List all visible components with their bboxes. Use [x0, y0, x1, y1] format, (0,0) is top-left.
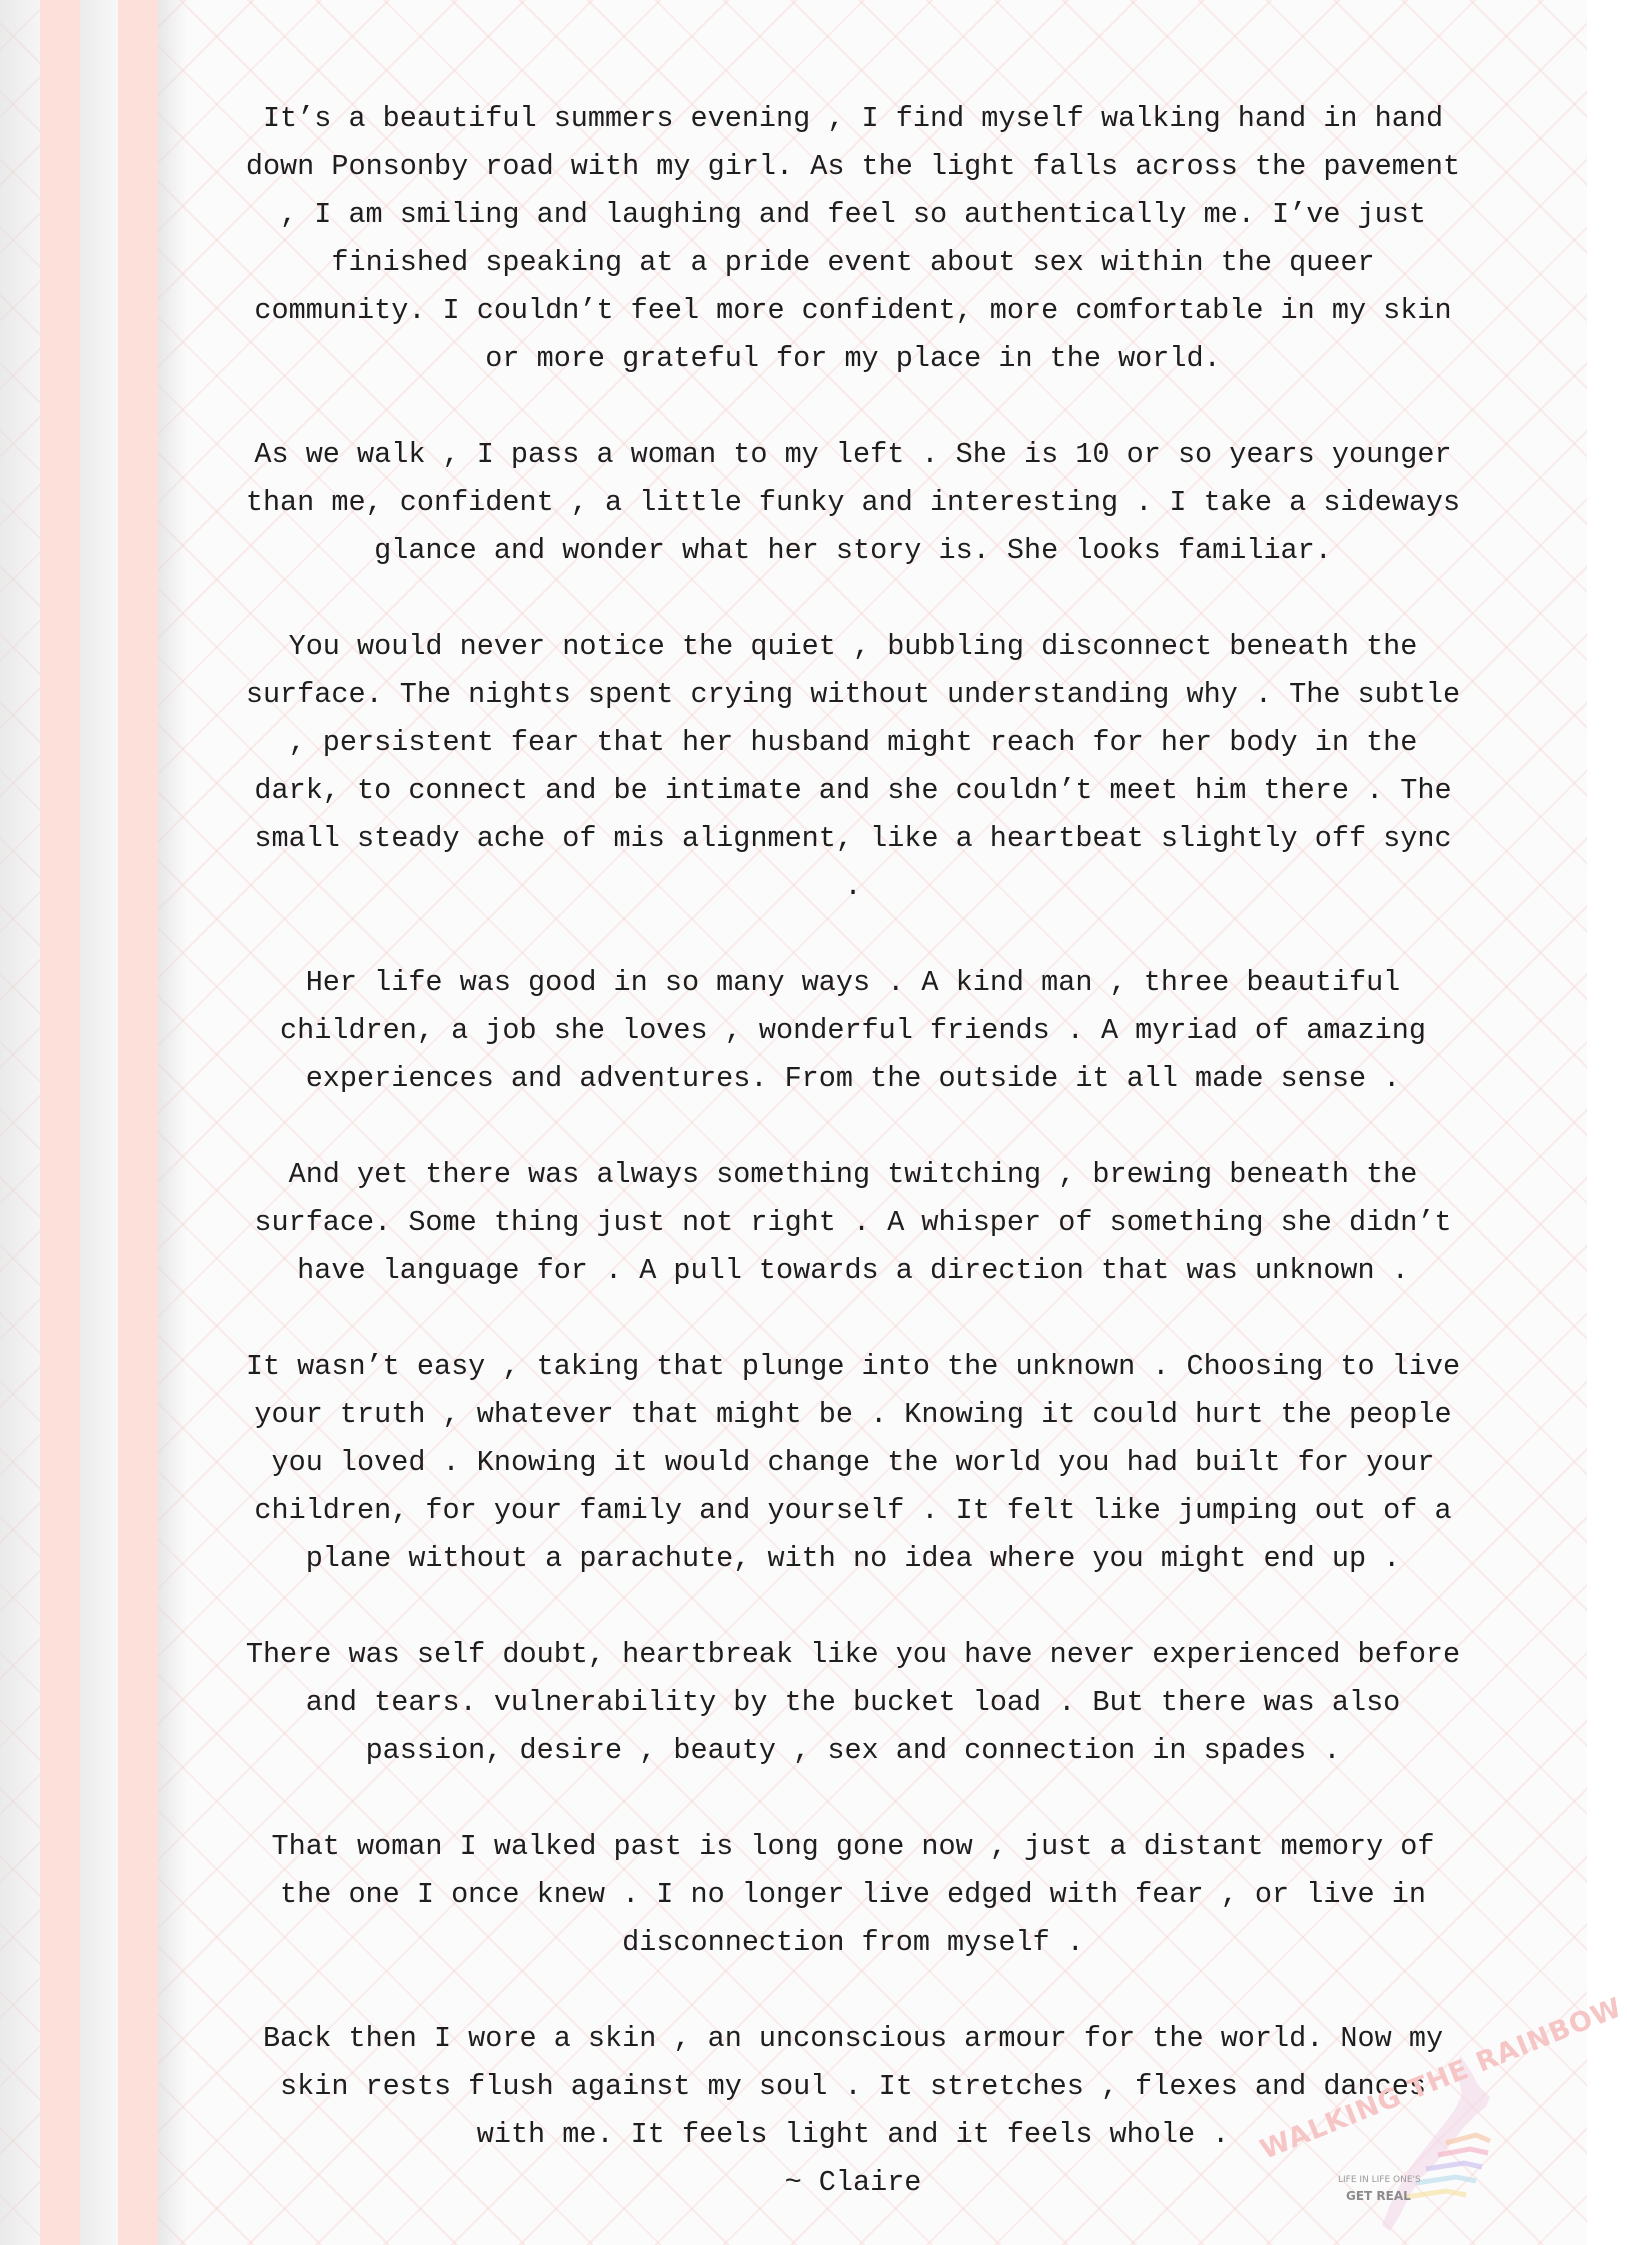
story-body [238, 95, 1468, 2207]
paragraph-6: It wasn’t easy , taking that plunge into the unknown . Choosing to live your truth , whatever that might be . Knowing it could hurt the people you loved . Knowing it would change the world you had built for your children, for your family and yourself . It felt like jumping out of a plane without a parachute, with no idea where you might end up . [245, 1350, 1461, 1575]
paragraph-8: That woman I walked past is long gone now , just a distant memory of the one I once knew . I no longer live edged with fear , or live in disconnection from myself . [271, 1830, 1435, 1959]
decorative-stripe-gap [80, 0, 118, 2245]
logo-subtitle: GET REAL [1346, 2189, 1411, 2203]
walking-the-rainbow-logo [1250, 1991, 1627, 2240]
paragraph-7: There was self doubt, heartbreak like you have never experienced before and tears. vulnerability by the bucket load . But there was also passion, desire , beauty , sex and connection in spades . [245, 1638, 1461, 1767]
paragraph-3: You would never notice the quiet , bubbling disconnect beneath the surface. The nights spent crying without understanding why . The subtle , persistent fear that her husband might reach for her body in the dark, to connect and be intimate and she couldn’t meet him there . The small steady ache of mis alignment, like a heartbeat slightly off sync . [245, 630, 1461, 903]
logo-tagline: LIFE IN LIFE ONE'S [1338, 2175, 1421, 2185]
signature: ~ Claire [784, 2166, 922, 2199]
paragraph-5: And yet there was always something twitching , brewing beneath the surface. Some thing just not right . A whisper of something she didn’t have language for . A pull towards a direction that was unknown . [254, 1158, 1452, 1287]
paragraph-4: Her life was good in so many ways . A kind man , three beautiful children, a job she loves , wonderful friends . A myriad of amazing experiences and adventures. From the outside it all made sense . [280, 966, 1426, 1095]
paragraph-1: It’s a beautiful summers evening , I find myself walking hand in hand down Ponsonby road with my girl. As the light falls across the pavement , I am smiling and laughing and feel so authentically me. I’ve just finished speaking at a pride event about sex within the queer community. I couldn’t feel more confident, more comfortable in my skin or more grateful for my place in the world. [245, 102, 1461, 375]
decorative-stripe-right [118, 0, 158, 2245]
paragraph-9: Back then I wore a skin , an unconscious armour for the world. Now my skin rests flush against my soul . It stretches , flexes and dances with me. It feels light and it feels whole . [262, 2022, 1444, 2151]
decorative-stripe-shadow [158, 0, 188, 2245]
logo-title: WALKING THE RAINBOW [1256, 1991, 1627, 2166]
paragraph-2: As we walk , I pass a woman to my left . She is 10 or so years younger than me, confident , a little funky and interesting . I take a sideways glance and wonder what her story is. She looks familiar. [245, 438, 1461, 567]
decorative-stripe-left [40, 0, 80, 2245]
